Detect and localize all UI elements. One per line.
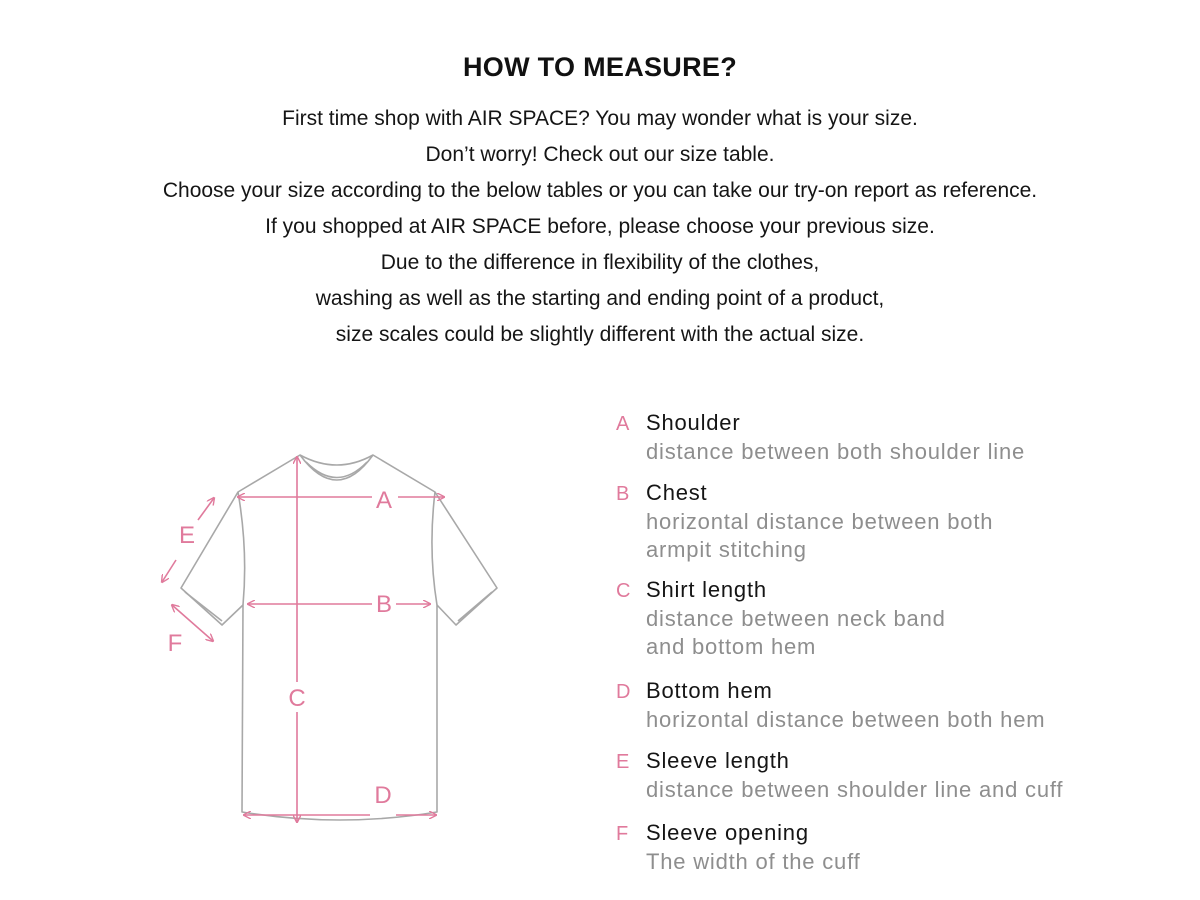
t-shirt-measurement-diagram xyxy=(150,430,520,850)
intro-line: size scales could be slightly different with the actual size. xyxy=(335,323,865,346)
diagram-label-a: A xyxy=(375,487,393,514)
legend-description: horizontal distance between both armpit stitching xyxy=(646,509,994,562)
legend-letter: B xyxy=(616,483,630,505)
t-shirt-outline xyxy=(178,455,497,820)
legend-description: distance between both shoulder line xyxy=(646,439,1026,464)
diagram-label-b: B xyxy=(375,591,393,618)
intro-line: Due to the difference in flexibility of the clothes, xyxy=(380,251,820,274)
legend-letter: C xyxy=(616,580,631,602)
intro-line: Choose your size according to the below tables or you can take our try-on report as reference. xyxy=(162,179,1038,202)
legend-name: Sleeve opening xyxy=(646,820,809,845)
legend-description: distance between shoulder line and cuff xyxy=(646,777,1064,802)
legend-name: Sleeve length xyxy=(646,748,790,773)
intro-line: First time shop with AIR SPACE? You may wonder what is your size. xyxy=(282,107,918,130)
legend-name: Chest xyxy=(646,480,708,505)
diagram-label-e: E xyxy=(178,522,196,549)
legend-description: distance between neck band and bottom hem xyxy=(646,606,946,659)
page-title: HOW TO MEASURE? xyxy=(463,52,737,82)
diagram-label-f: F xyxy=(167,630,183,657)
legend-letter: E xyxy=(616,751,630,773)
intro-text xyxy=(0,101,1200,353)
legend-letter: F xyxy=(616,823,629,845)
legend-letter: A xyxy=(616,413,630,435)
legend-name: Shoulder xyxy=(646,410,741,435)
legend-description: horizontal distance between both hem xyxy=(646,707,1046,732)
intro-line: washing as well as the starting and ending point of a product, xyxy=(315,287,885,310)
measurement-lines xyxy=(162,457,444,822)
diagram-label-d: D xyxy=(374,782,392,809)
legend-name: Bottom hem xyxy=(646,678,773,703)
legend-letter: D xyxy=(616,681,631,703)
intro-line: Don’t worry! Check out our size table. xyxy=(425,143,775,166)
legend-name: Shirt length xyxy=(646,577,767,602)
intro-line: If you shopped at AIR SPACE before, please choose your previous size. xyxy=(265,215,935,238)
diagram-label-c: C xyxy=(288,685,306,712)
legend-description: The width of the cuff xyxy=(646,849,861,874)
